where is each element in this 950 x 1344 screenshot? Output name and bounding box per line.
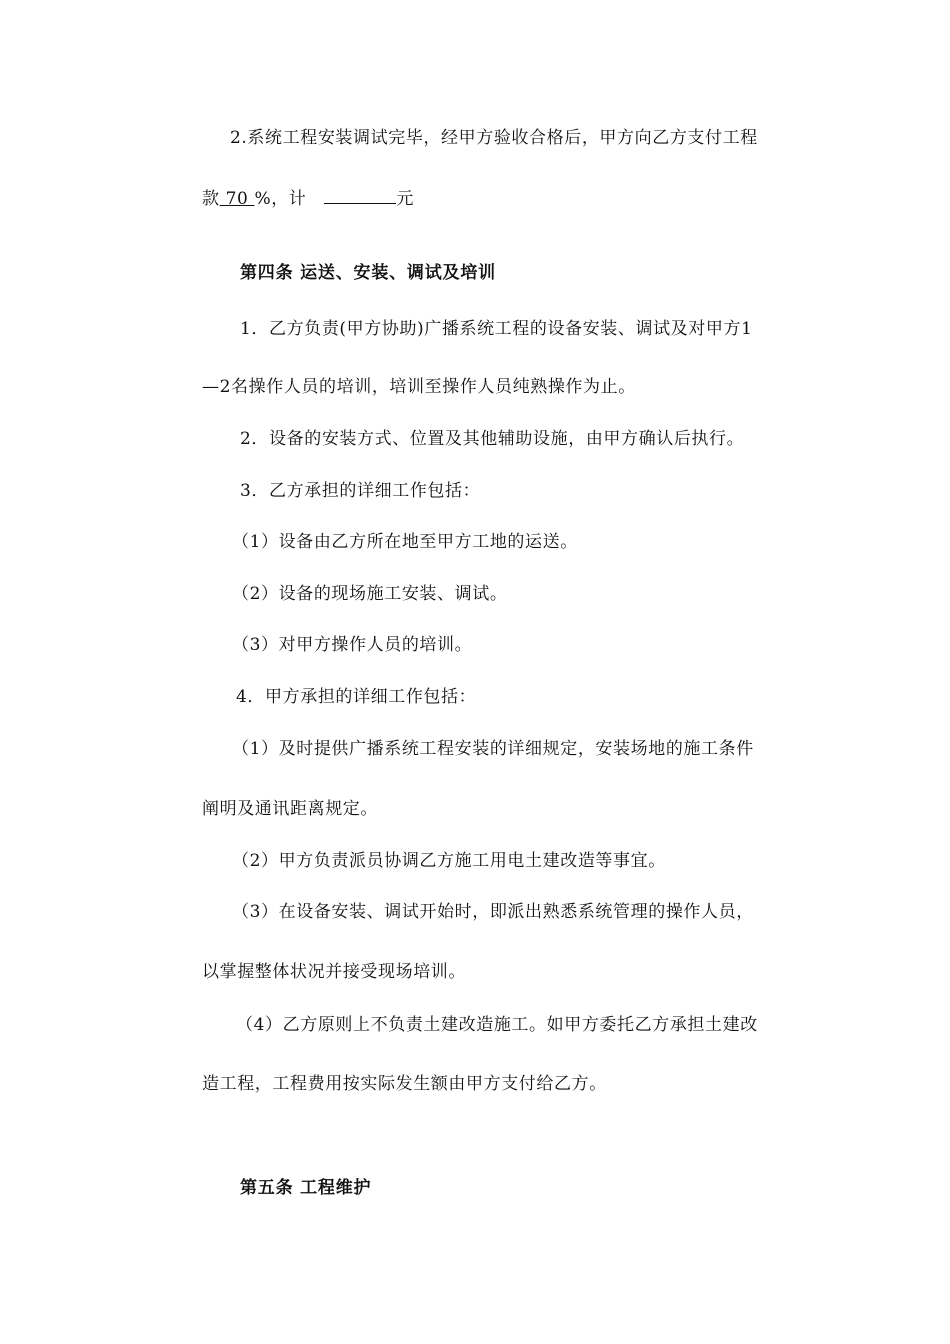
article-5-heading: 第五条 工程维护 bbox=[240, 1178, 372, 1198]
art4-item3: 3．乙方承担的详细工作包括： bbox=[240, 481, 481, 501]
art4-item4-3-line1: （3）在设备安装、调试开始时，即派出熟悉系统管理的操作人员， bbox=[232, 902, 754, 922]
art4-item3-3: （3）对甲方操作人员的培训。 bbox=[232, 635, 473, 655]
payment-line-1: 2.系统工程安装调试完毕，经甲方验收合格后，甲方向乙方支付工程 bbox=[230, 128, 758, 148]
art4-item4-4-line2: 造工程，工程费用按实际发生额由甲方支付给乙方。 bbox=[202, 1074, 607, 1094]
payment-mid: %，计 bbox=[254, 189, 307, 209]
art4-item2: 2．设备的安装方式、位置及其他辅助设施，由甲方确认后执行。 bbox=[240, 429, 745, 449]
payment-percent: 70 bbox=[219, 189, 255, 209]
art4-item4-4-line1: （4）乙方原则上不负责土建改造施工。如甲方委托乙方承担土建改 bbox=[236, 1015, 758, 1035]
article-4-heading: 第四条 运送、安装、调试及培训 bbox=[240, 263, 496, 283]
payment-prefix: 款 bbox=[202, 189, 220, 209]
art4-item4-2: （2）甲方负责派员协调乙方施工用电土建改造等事宜。 bbox=[232, 851, 666, 871]
amount-blank-line bbox=[324, 185, 396, 204]
art4-item4: 4．甲方承担的详细工作包括： bbox=[236, 687, 477, 707]
payment-suffix: 元 bbox=[396, 189, 415, 209]
art4-item3-1: （1）设备由乙方所在地至甲方工地的运送。 bbox=[232, 532, 578, 552]
art4-item3-2: （2）设备的现场施工安装、调试。 bbox=[232, 584, 508, 604]
art4-item4-3-line2: 以掌握整体状况并接受现场培训。 bbox=[202, 962, 466, 982]
payment-line-2 bbox=[202, 185, 414, 211]
art4-item1-line2: —2名操作人员的培训，培训至操作人员纯熟操作为止。 bbox=[202, 377, 636, 397]
art4-item4-1-line1: （1）及时提供广播系统工程安装的详细规定，安装场地的施工条件 bbox=[232, 739, 754, 759]
art4-item4-1-line2: 阐明及通讯距离规定。 bbox=[202, 799, 378, 819]
art4-item1-line1: 1．乙方负责(甲方协助)广播系统工程的设备安装、调试及对甲方1 bbox=[240, 319, 753, 339]
